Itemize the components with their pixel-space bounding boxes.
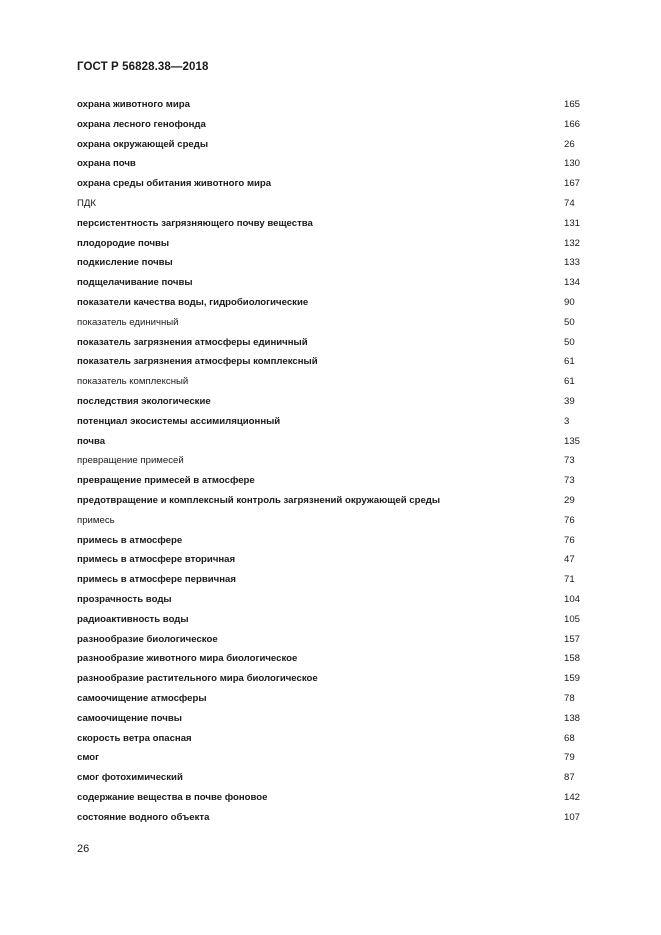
index-term: примесь в атмосфере первичная bbox=[77, 574, 236, 586]
index-term: ПДК bbox=[77, 197, 96, 209]
index-term: примесь в атмосфере bbox=[77, 534, 183, 546]
index-entry bbox=[77, 768, 597, 788]
index-page-reference: 90 bbox=[564, 296, 575, 308]
index-entry bbox=[77, 234, 597, 254]
index-term: охрана животного мира bbox=[77, 99, 190, 110]
index-entry bbox=[77, 531, 597, 551]
index-page-reference: 50 bbox=[564, 316, 575, 328]
index-page-reference: 135 bbox=[564, 435, 581, 447]
index-term: почва bbox=[77, 435, 106, 447]
index-page-reference: 26 bbox=[564, 138, 575, 150]
index-page-reference: 158 bbox=[564, 653, 581, 665]
index-page-reference: 50 bbox=[564, 336, 575, 348]
index-entry bbox=[77, 590, 597, 610]
index-term: превращение примесей в атмосфере bbox=[77, 475, 255, 487]
index-term: превращение примесей bbox=[77, 455, 184, 467]
index-page-reference: 47 bbox=[564, 554, 575, 566]
page-number: 26 bbox=[77, 843, 90, 855]
index-entry bbox=[77, 550, 597, 570]
index-page-reference: 142 bbox=[564, 791, 581, 803]
index-page-reference: 68 bbox=[564, 732, 575, 744]
index-page-reference: 165 bbox=[564, 99, 581, 110]
index-term: самоочищение почвы bbox=[77, 712, 182, 724]
index-entry bbox=[77, 511, 597, 531]
index-page-reference: 167 bbox=[564, 178, 581, 190]
index-entry bbox=[77, 253, 597, 273]
index-page-reference: 78 bbox=[564, 692, 575, 704]
index-entry bbox=[77, 451, 597, 471]
index-term: примесь bbox=[77, 514, 115, 526]
index-page-reference: 29 bbox=[564, 494, 575, 506]
index-page-reference: 71 bbox=[564, 574, 575, 586]
index-page-reference: 74 bbox=[564, 197, 575, 209]
index-entry bbox=[77, 214, 597, 234]
index-term: самоочищение атмосферы bbox=[77, 692, 207, 704]
index-term: охрана окружающей среды bbox=[77, 138, 209, 150]
index-entry bbox=[77, 412, 597, 432]
standard-code-header: ГОСТ Р 56828.38—2018 bbox=[77, 61, 209, 73]
index-term: охрана лесного генофонда bbox=[77, 118, 206, 130]
index-entry bbox=[77, 491, 597, 511]
index-entry bbox=[77, 709, 597, 729]
index-page-reference: 132 bbox=[564, 237, 581, 249]
index-entry bbox=[77, 293, 597, 313]
index-page-reference: 157 bbox=[564, 633, 581, 645]
index-entry bbox=[77, 570, 597, 590]
index-entry bbox=[77, 748, 597, 768]
index-term: персистентность загрязняющего почву вещества bbox=[77, 217, 313, 229]
index-term: разнообразие растительного мира биологическое bbox=[77, 673, 318, 685]
index-term: смог bbox=[77, 752, 100, 764]
index-page-reference: 166 bbox=[564, 118, 581, 130]
index-term: разнообразие биологическое bbox=[77, 633, 218, 645]
index-page-reference: 130 bbox=[564, 158, 581, 170]
index-page-reference: 73 bbox=[564, 475, 575, 487]
index-entry bbox=[77, 273, 597, 293]
index-page-reference: 134 bbox=[564, 277, 581, 289]
index-entry bbox=[77, 95, 597, 115]
index-term: состояние водного объекта bbox=[77, 811, 210, 823]
index-term: потенциал экосистемы ассимиляционный bbox=[77, 415, 281, 427]
index-entry bbox=[77, 392, 597, 412]
index-page-reference: 73 bbox=[564, 455, 575, 467]
index-term: прозрачность воды bbox=[77, 593, 172, 605]
index-page-reference: 104 bbox=[564, 593, 581, 605]
index-entry bbox=[77, 689, 597, 709]
index-entry bbox=[77, 610, 597, 630]
index-page-reference: 61 bbox=[564, 376, 575, 388]
index-term: показатель единичный bbox=[77, 316, 179, 328]
index-entry bbox=[77, 194, 597, 214]
index-page-reference: 138 bbox=[564, 712, 581, 724]
index-term: содержание вещества в почве фоновое bbox=[77, 791, 268, 803]
index-page-reference: 159 bbox=[564, 673, 581, 685]
index-entry bbox=[77, 649, 597, 669]
index-page-reference: 39 bbox=[564, 395, 575, 407]
index-entry bbox=[77, 729, 597, 749]
alphabetical-index-list bbox=[77, 95, 597, 827]
index-entry bbox=[77, 788, 597, 808]
index-entry bbox=[77, 174, 597, 194]
index-term: плодородие почвы bbox=[77, 237, 170, 249]
index-term: радиоактивность воды bbox=[77, 613, 189, 625]
index-term: подкисление почвы bbox=[77, 257, 173, 269]
index-term: подщелачивание почвы bbox=[77, 277, 193, 289]
index-entry bbox=[77, 352, 597, 372]
index-term: охрана среды обитания животного мира bbox=[77, 178, 272, 190]
index-page-reference: 3 bbox=[564, 415, 570, 427]
index-page-reference: 133 bbox=[564, 257, 581, 269]
index-entry bbox=[77, 313, 597, 333]
index-entry bbox=[77, 135, 597, 155]
index-entry bbox=[77, 154, 597, 174]
index-term: показатель загрязнения атмосферы комплексный bbox=[77, 356, 318, 368]
index-term: показатель комплексный bbox=[77, 376, 189, 388]
index-page-reference: 76 bbox=[564, 514, 575, 526]
index-term: охрана почв bbox=[77, 158, 136, 170]
index-page-reference: 107 bbox=[564, 811, 581, 823]
index-term: смог фотохимический bbox=[77, 772, 183, 784]
index-entry bbox=[77, 471, 597, 491]
index-page-reference: 76 bbox=[564, 534, 575, 546]
index-page-reference: 61 bbox=[564, 356, 575, 368]
index-term: скорость ветра опасная bbox=[77, 732, 192, 744]
index-term: примесь в атмосфере вторичная bbox=[77, 554, 236, 566]
index-entry bbox=[77, 669, 597, 689]
index-entry bbox=[77, 115, 597, 135]
index-entry bbox=[77, 432, 597, 452]
index-entry bbox=[77, 808, 597, 828]
index-page-reference: 131 bbox=[564, 217, 581, 229]
index-page-reference: 105 bbox=[564, 613, 581, 625]
index-term: разнообразие животного мира биологическое bbox=[77, 653, 298, 665]
index-entry bbox=[77, 333, 597, 353]
index-page-reference: 87 bbox=[564, 772, 575, 784]
index-term: последствия экологические bbox=[77, 395, 211, 407]
index-page-reference: 79 bbox=[564, 752, 575, 764]
index-term: предотвращение и комплексный контроль загрязнений окружающей среды bbox=[77, 494, 441, 506]
index-term: показатели качества воды, гидробиологические bbox=[77, 296, 309, 308]
index-term: показатель загрязнения атмосферы единичный bbox=[77, 336, 308, 348]
index-entry bbox=[77, 630, 597, 650]
index-entry bbox=[77, 372, 597, 392]
